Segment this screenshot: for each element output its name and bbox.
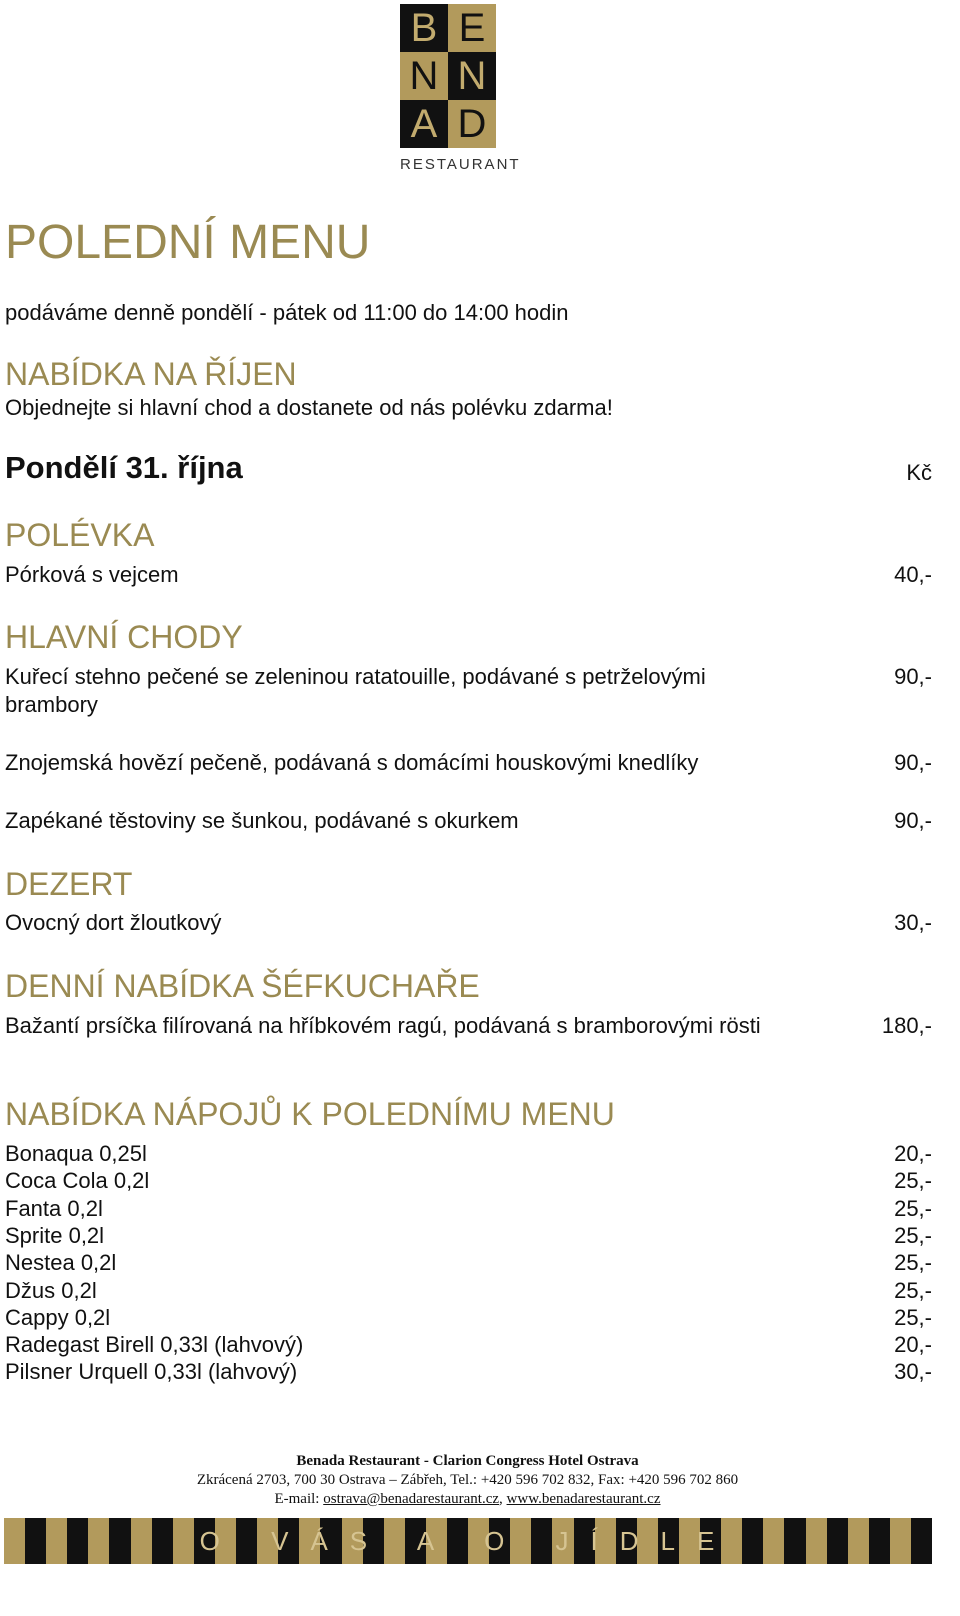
menu-item-name: Zapékané těstoviny se šunkou, podávané s okurkem xyxy=(5,808,519,833)
drink-price: 25,- xyxy=(894,1195,932,1221)
drink-name: Bonaqua 0,25l xyxy=(5,1141,147,1166)
currency-label: Kč xyxy=(906,460,932,485)
offer-heading: NABÍDKA NA ŘÍJEN xyxy=(5,356,297,392)
drink-name: Cappy 0,2l xyxy=(5,1304,111,1330)
chef-heading: DENNÍ NABÍDKA ŠÉFKUCHAŘE xyxy=(5,968,480,1004)
menu-item-price: 90,- xyxy=(894,808,932,833)
menu-item xyxy=(5,562,932,590)
menu-item-name-continued: brambory xyxy=(5,692,98,717)
drink-name: Džus 0,2l xyxy=(5,1277,97,1303)
offer-text: Objednejte si hlavní chod a dostanete od nás polévku zdarma! xyxy=(5,395,613,420)
drink-name: Radegast Birell 0,33l (lahvový) xyxy=(5,1332,304,1358)
drink-item xyxy=(5,1141,932,1169)
menu-item-price: 40,- xyxy=(894,562,932,587)
menu-item-name: Kuřecí stehno pečené se zeleninou ratatouille, podávané s petrželovými xyxy=(5,664,706,689)
drink-item xyxy=(5,1223,932,1251)
drink-item xyxy=(5,1305,932,1333)
logo-wordmark: RESTAURANT xyxy=(400,156,521,173)
menu-item xyxy=(5,1013,932,1041)
banner-slogan: O VÁS A O JÍDLE xyxy=(199,1526,737,1556)
menu-item-price: 180,- xyxy=(881,1013,932,1038)
drink-name: Sprite 0,2l xyxy=(5,1222,105,1248)
logo-letter: N xyxy=(400,52,448,100)
restaurant-logo xyxy=(400,4,521,180)
drink-price: 25,- xyxy=(894,1277,932,1303)
footer-separator: , xyxy=(499,1491,503,1507)
drink-price: 25,- xyxy=(894,1168,932,1194)
serving-hours: podáváme denně pondělí - pátek od 11:00 do 14:00 hodin xyxy=(5,300,569,325)
dessert-heading: DEZERT xyxy=(5,866,133,902)
menu-item-price: 90,- xyxy=(894,664,932,689)
drink-price: 25,- xyxy=(894,1222,932,1248)
menu-item-name: Znojemská hovězí pečeně, podávaná s domácími houskovými knedlíky xyxy=(5,750,699,775)
day-heading: Pondělí 31. října xyxy=(5,450,243,485)
drink-price: 25,- xyxy=(894,1250,932,1276)
menu-item-name: Pórková s vejcem xyxy=(5,562,179,587)
drink-item xyxy=(5,1332,932,1360)
menu-item-name: Ovocný dort žloutkový xyxy=(5,910,222,935)
menu-item xyxy=(5,808,932,836)
drink-name: Nestea 0,2l xyxy=(5,1250,117,1276)
drink-item xyxy=(5,1359,932,1387)
menu-item xyxy=(5,910,932,938)
footer-email-link[interactable]: ostrava@benadarestaurant.cz xyxy=(323,1491,500,1507)
menu-item xyxy=(5,664,932,692)
drink-price: 20,- xyxy=(894,1332,932,1358)
logo-letter: N xyxy=(448,52,496,100)
menu-item-name: Bažantí prsíčka filírovaná na hříbkovém ragú, podávaná s bramborovými rösti xyxy=(5,1013,761,1038)
logo-letter: D xyxy=(448,100,496,148)
mains-heading: HLAVNÍ CHODY xyxy=(5,619,243,655)
logo-letter: A xyxy=(400,100,448,148)
footer-banner xyxy=(4,1518,932,1564)
menu-item xyxy=(5,750,932,778)
footer xyxy=(0,1452,935,1509)
logo-letter: E xyxy=(448,4,496,52)
soup-heading: POLÉVKA xyxy=(5,517,155,553)
drink-item xyxy=(5,1250,932,1278)
drink-item xyxy=(5,1278,932,1306)
drink-name: Coca Cola 0,2l xyxy=(5,1168,150,1194)
menu-item-price: 30,- xyxy=(894,910,932,935)
drink-price: 25,- xyxy=(894,1304,932,1330)
footer-address: Zkrácená 2703, 700 30 Ostrava – Zábřeh, Tel.: +420 596 702 832, Fax: +420 596 702 860 xyxy=(196,1472,739,1488)
footer-company: Benada Restaurant - Clarion Congress Hotel Ostrava xyxy=(296,1453,639,1469)
footer-email-label: E-mail: xyxy=(274,1491,320,1507)
drink-item xyxy=(5,1196,932,1224)
drink-price: 20,- xyxy=(894,1141,932,1166)
logo-letter: B xyxy=(400,4,448,52)
drink-name: Fanta 0,2l xyxy=(5,1195,103,1221)
drink-name: Pilsner Urquell 0,33l (lahvový) xyxy=(5,1359,298,1385)
menu-item-price: 90,- xyxy=(894,750,932,775)
footer-website-link[interactable]: www.benadarestaurant.cz xyxy=(506,1491,661,1507)
drink-item xyxy=(5,1168,932,1196)
drink-price: 30,- xyxy=(894,1359,932,1385)
drinks-heading: NABÍDKA NÁPOJŮ K POLEDNÍMU MENU xyxy=(5,1096,615,1132)
footer-contacts xyxy=(0,1490,935,1509)
page-title: POLEDNÍ MENU xyxy=(5,216,371,269)
